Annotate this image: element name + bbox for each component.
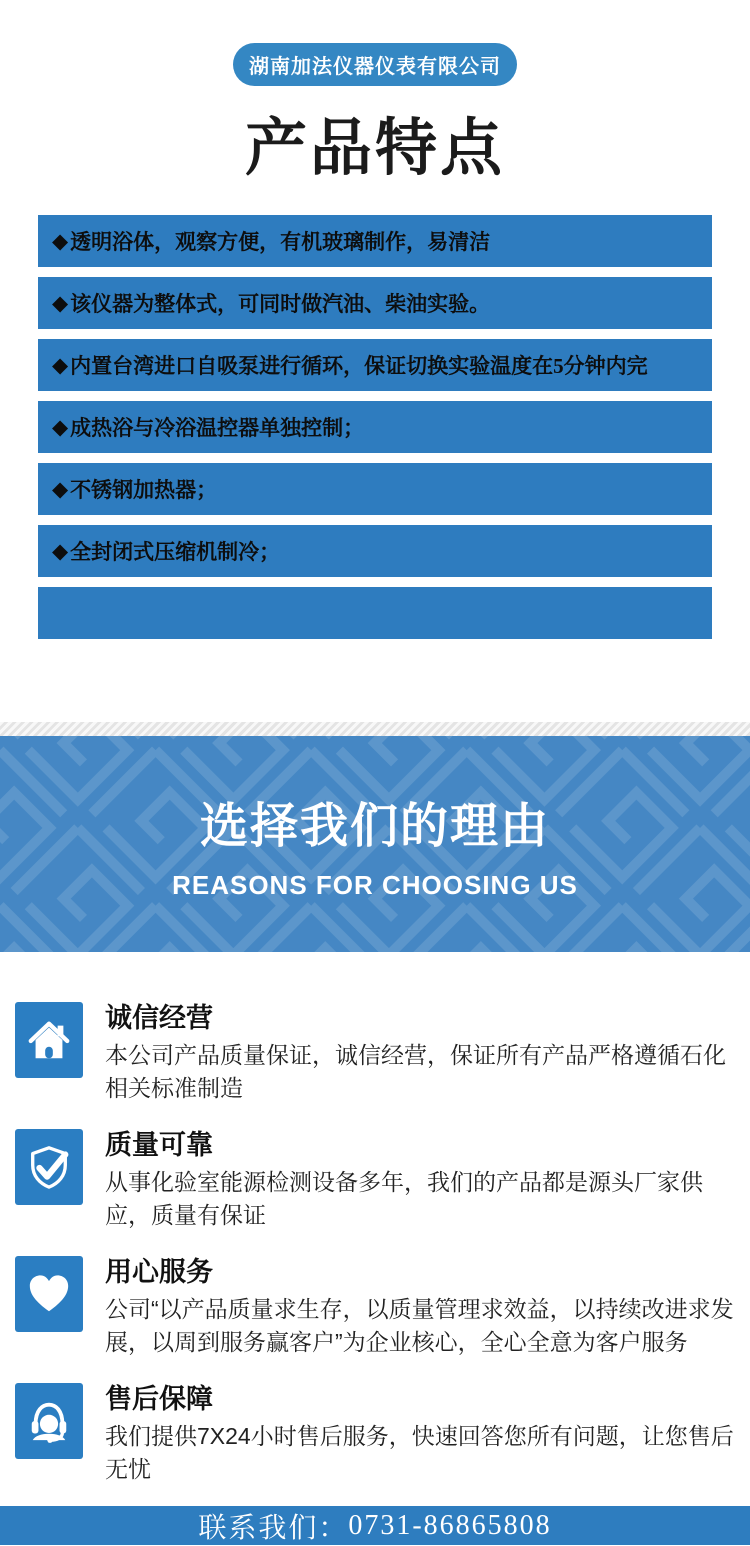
reason-row-service	[15, 1256, 743, 1359]
contact-bar	[0, 1506, 750, 1545]
feature-bar	[38, 277, 712, 329]
feature-bar	[38, 401, 712, 453]
divider-strip	[0, 722, 750, 736]
reason-title: 售后保障	[105, 1384, 213, 1414]
shield-check-icon	[15, 1129, 83, 1205]
company-name-badge	[233, 43, 517, 86]
diamond-bullet-icon: ◆	[52, 539, 69, 563]
reason-row-aftersales	[15, 1383, 743, 1486]
diamond-bullet-icon: ◆	[52, 353, 69, 377]
banner-title: 选择我们的理由	[199, 800, 550, 853]
feature-text: 全封闭式压缩机制冷；	[70, 540, 281, 564]
reason-body: 从事化验室能源检测设备多年，我们的产品都是源头厂家供应，质量有保证	[105, 1169, 703, 1228]
reasons-banner	[0, 736, 750, 952]
reason-text	[105, 1383, 743, 1486]
contact-phone: 0731-86865808	[348, 1509, 552, 1541]
reason-text	[105, 1256, 743, 1359]
feature-bar	[38, 215, 712, 267]
feature-bar	[38, 525, 712, 577]
banner-subtitle: REASONS FOR CHOOSING US	[172, 870, 578, 900]
feature-bar	[38, 339, 712, 391]
reason-title: 用心服务	[105, 1257, 213, 1287]
heart-icon	[15, 1256, 83, 1332]
headset-icon	[15, 1383, 83, 1459]
feature-bar-empty	[38, 587, 712, 639]
page-title: 产品特点	[244, 114, 505, 183]
reason-text	[105, 1129, 743, 1232]
reason-row-integrity	[15, 1002, 743, 1105]
reason-row-quality	[15, 1129, 743, 1232]
reason-title: 质量可靠	[105, 1130, 213, 1160]
feature-text: 该仪器为整体式，可同时做汽油、柴油实验。	[70, 292, 491, 316]
feature-text: 内置台湾进口自吸泵进行循环，保证切换实验温度在5分钟内完	[70, 354, 648, 378]
reasons-list	[15, 1002, 743, 1510]
reason-body: 公司“以产品质量求生存，以质量管理求效益，以持续改进求发展，以周到服务赢客户”为企业核心，全心全意为客户服务	[105, 1296, 734, 1355]
feature-text: 透明浴体，观察方便，有机玻璃制作，易清洁	[70, 230, 491, 254]
feature-list	[38, 215, 712, 649]
reason-body: 本公司产品质量保证，诚信经营，保证所有产品严格遵循石化 相关标准制造	[105, 1042, 726, 1101]
feature-text: 成热浴与冷浴温控器单独控制；	[70, 416, 365, 440]
diamond-bullet-icon: ◆	[52, 229, 69, 253]
home-icon	[15, 1002, 83, 1078]
diamond-bullet-icon: ◆	[52, 415, 69, 439]
reason-text	[105, 1002, 743, 1105]
reason-title: 诚信经营	[105, 1003, 213, 1033]
feature-text: 不锈钢加热器；	[70, 478, 218, 502]
feature-bar	[38, 463, 712, 515]
company-name: 湖南加法仪器仪表有限公司	[249, 56, 501, 78]
contact-label: 联系我们：	[198, 1512, 349, 1544]
diamond-bullet-icon: ◆	[52, 291, 69, 315]
diamond-bullet-icon: ◆	[52, 477, 69, 501]
reason-body: 我们提供7X24小时售后服务，快速回答您所有问题，让您售后无忧	[105, 1423, 734, 1482]
